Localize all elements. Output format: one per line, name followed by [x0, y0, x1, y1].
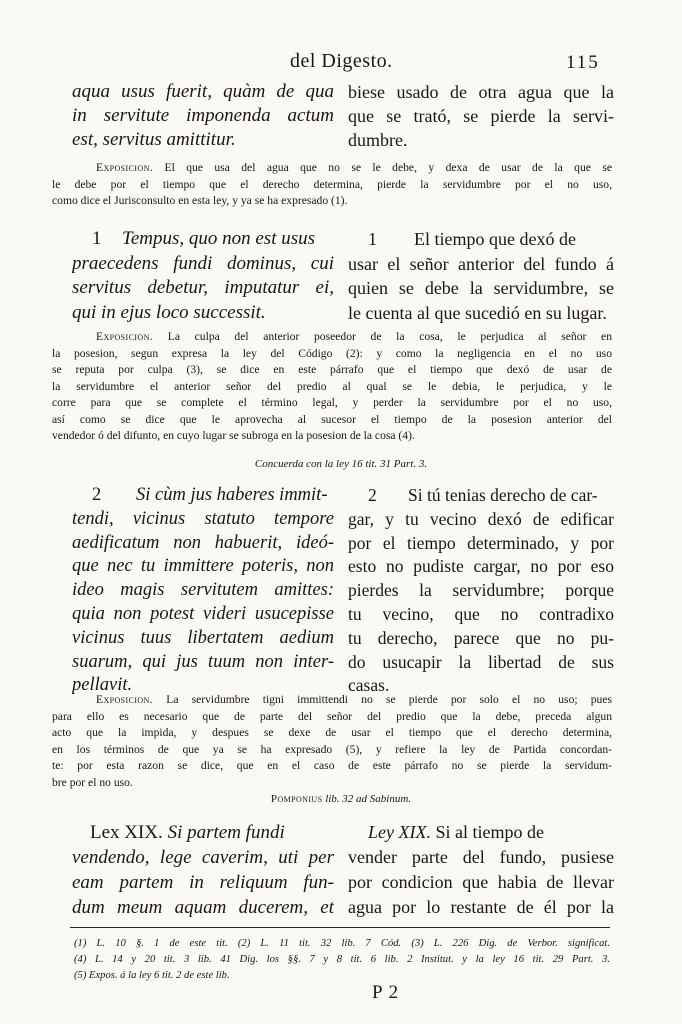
footnote: (5) Expos. á la ley 6 tit. 2 de este lib.: [74, 970, 230, 981]
spanish-text: [348, 80, 614, 152]
exposition-line: así como se dice que le aprovecha al sucesor el tiempo de la posesion anterior del: [52, 412, 612, 426]
exposition-1: [52, 160, 612, 210]
latin-line: vendendo, lege caverim, uti per: [72, 847, 334, 868]
spanish-line: quien se debe la servidumbre, se: [348, 278, 614, 298]
spanish-line: por condicion que habia de llevar: [348, 872, 614, 892]
spanish-line: por el tiempo determinado, y por: [348, 532, 614, 553]
latin-line: dum meum aquam ducerem, et: [72, 897, 334, 918]
exposition-label: Exposicion.: [96, 693, 154, 706]
spanish-line: biese usado de otra agua que la: [348, 82, 614, 102]
latin-text: [72, 484, 334, 698]
paragraph-number: 2: [92, 485, 102, 505]
spanish-text: [348, 227, 614, 325]
exposition-label: Exposicion.: [96, 330, 154, 343]
latin-line: Si cùm jus haberes immit-: [136, 485, 328, 505]
exposition-line: La servidumbre tigni immittendi no se pierde por solo el no uso; pues: [166, 693, 612, 706]
spanish-line: esto no pudiste cargar, no por eso: [348, 556, 614, 577]
latin-line: eam partem in reliquum fun-: [72, 872, 334, 893]
latin-line: praecedens fundi dominus, cui: [72, 252, 334, 274]
latin-line: servitus debetur, imputatur ei,: [72, 277, 334, 298]
signature-mark: P 2: [372, 982, 400, 1003]
running-header: [0, 50, 682, 76]
latin-line: aedificatum non habuerit, ideó-: [72, 532, 334, 553]
exposition-label: Exposicion.: [96, 161, 154, 174]
spanish-line: le cuenta al que sucedió en su lugar.: [348, 302, 607, 323]
footnote: (4) L. 14 y 20 tit. 3 lib. 41 Dig. los §§. 7 y 8 tit. 6 lib. 2 Institut. y la ley 16 tit. 29 Part. 3.: [74, 954, 610, 965]
exposition-line: la servidumbre el anterior señor del predio al qual se le debia, le perjudica, y le: [52, 379, 612, 393]
spanish-line: que se trató, se pierde la servi-: [348, 106, 614, 126]
spanish-line: Si tú tenias derecho de car-: [408, 485, 598, 505]
spanish-line: tu vecino, que no contradixo: [348, 603, 614, 624]
source-author: Pomponius: [270, 793, 323, 805]
exposition-line: la posesion, segun expresa la ley del Código (2): y como la negligencia en el no uso: [52, 346, 612, 360]
exposition-line: te: por esta razon se dice, que en el caso de este párrafo no se pierde la servidum-: [52, 759, 612, 772]
exposition-line: en los términos de que ya se ha expresado (5), y refiere la ley de Partida concordan-: [52, 742, 612, 756]
spanish-line: vender parte del fundo, pusiese: [348, 847, 614, 867]
latin-line: qui in ejus loco successit.: [72, 301, 266, 323]
spanish-line: Si al tiempo de: [435, 822, 544, 842]
spanish-text: [348, 820, 614, 920]
spanish-line: agua por lo restante de él por la: [348, 897, 614, 917]
latin-line: pellavit.: [72, 675, 133, 696]
latin-line: que nec tu immittere poteris, non: [72, 556, 334, 577]
spanish-line: El tiempo que dexó de: [414, 229, 576, 249]
latin-line: est, servitus amittitur.: [72, 129, 236, 150]
source-work: lib. 32 ad Sabinum.: [325, 793, 412, 805]
latin-line: vicinus tuus libertatem aedium: [72, 627, 334, 648]
source-citation: [0, 793, 682, 805]
latin-line: tendi, vicinus statuto tempore: [72, 508, 334, 529]
law-heading: Ley XIX.: [368, 822, 431, 842]
latin-line: in servitute imponenda actum: [72, 105, 334, 126]
paragraph-number: 1: [92, 228, 102, 249]
paragraph-number: 1: [368, 229, 377, 249]
spanish-line: do usucapir la libertad de sus: [348, 651, 614, 672]
footnote: (1) L. 10 §. 1 de este tit. (2) L. 11 tit. 32 lib. 7 Cód. (3) L. 226 Dig. de Verbor. significat.: [74, 938, 610, 949]
latin-text: [72, 227, 334, 325]
exposition-line: le debe por el tiempo que el derecho determina, pierde la servidumbre por el no uso,: [52, 177, 612, 191]
latin-line: ideo magis servitutem amittes:: [72, 580, 334, 601]
page-number: 115: [566, 52, 600, 73]
exposition-line: La culpa del anterior poseedor de la cosa, le perjudica al señor en: [167, 330, 612, 343]
exposition-line: vendedor ó del difunto, en cuyo lugar se subroga en la posesion de la cosa (4).: [52, 429, 415, 442]
exposition-line: se reputa por culpa (3), se dice en este párrafo que el tiempo que dexó de usar de: [52, 363, 612, 376]
latin-line: Si partem fundi: [167, 822, 285, 843]
spanish-line: dumbre.: [348, 130, 408, 150]
latin-line: Tempus, quo non est usus: [122, 228, 316, 249]
exposition-line: acto que la impida, y despues se dexe de usar el tiempo que el derecho determina,: [52, 726, 612, 739]
exposition-2: [52, 329, 612, 445]
latin-text: [72, 820, 334, 920]
exposition-line: El que usa del agua que no se le debe, y dexa de usar de la que se: [164, 161, 612, 174]
latin-line: suarum, qui jus tuum non inter-: [72, 651, 334, 672]
exposition-line: corre para que se complete el término legal, y perder la servidumbre por el no uso,: [52, 396, 612, 409]
exposition-line: como dice el Jurisconsulto en esta ley, y ya se ha expresado (1).: [52, 194, 348, 207]
spanish-line: casas.: [348, 675, 390, 696]
latin-line: aqua usus fuerit, quàm de qua: [72, 81, 334, 102]
running-title: del Digesto.: [290, 50, 393, 72]
concordance-note: Concuerda con la ley 16 tit. 31 Part. 3.: [254, 458, 428, 470]
paragraph-number: 2: [368, 485, 377, 505]
spanish-line: tu derecho, parece que no pu-: [348, 627, 614, 648]
spanish-line: gar, y tu vecino dexó de edificar: [348, 508, 614, 529]
latin-line: quia non potest videri usucepisse: [72, 603, 334, 624]
footnotes: [74, 936, 610, 984]
law-heading: Lex XIX.: [90, 822, 163, 843]
latin-text: [72, 80, 334, 152]
spanish-line: pierdes la servidumbre; porque: [348, 580, 614, 601]
exposition-line: bre por el no uso.: [52, 775, 133, 789]
spanish-text: [348, 484, 614, 698]
exposition-line: para ello es necesario que de parte del señor del predio que la debe, preceda algun: [52, 709, 612, 723]
footnote-rule: [70, 927, 610, 928]
exposition-3: [52, 692, 612, 791]
spanish-line: usar el señor anterior del fundo á: [348, 253, 614, 274]
